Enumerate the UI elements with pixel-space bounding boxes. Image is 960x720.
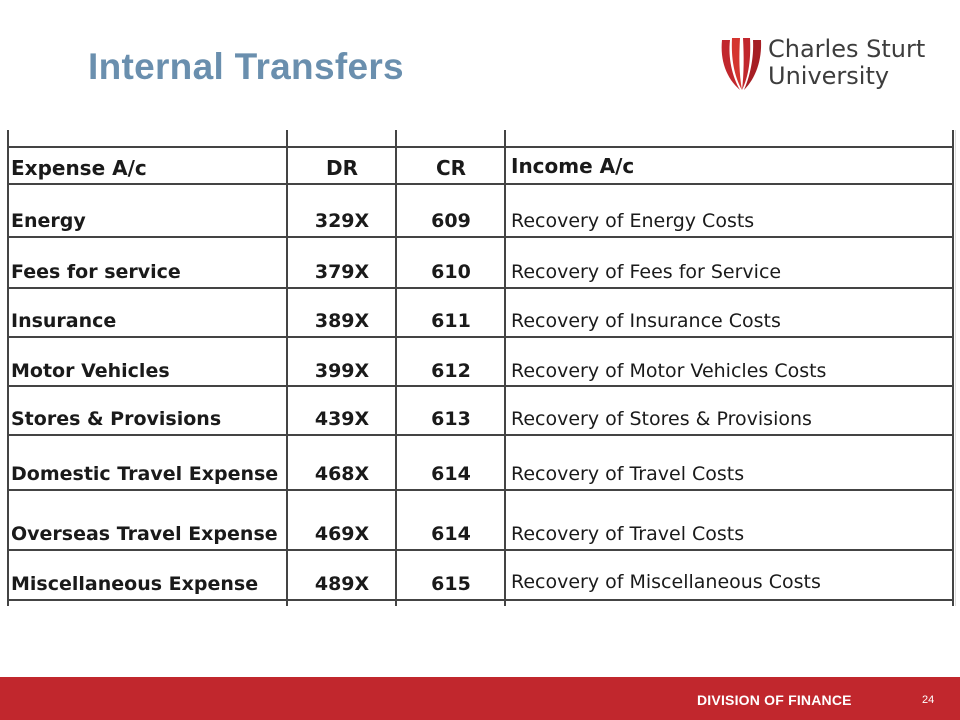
slide-title: Internal Transfers [88, 46, 404, 87]
expense-account-cell: Insurance [11, 310, 117, 332]
debit-code-cell: 439X [314, 408, 370, 430]
income-account-cell: Recovery of Energy Costs [511, 210, 755, 232]
expense-account-cell: Overseas Travel Expense [11, 523, 278, 545]
credit-code-cell: 615 [431, 573, 471, 595]
credit-code-cell: 613 [431, 408, 471, 430]
header-expense-account: Expense A/c [11, 156, 147, 180]
credit-code-cell: 609 [431, 210, 471, 232]
debit-code-cell: 379X [314, 261, 370, 283]
expense-account-cell: Miscellaneous Expense [11, 573, 259, 595]
credit-code-cell: 614 [431, 523, 471, 545]
credit-code-cell: 614 [431, 463, 471, 485]
debit-code-cell: 469X [314, 523, 370, 545]
logo-line-1: Charles Sturt [768, 35, 926, 63]
csu-emblem-icon [718, 34, 764, 92]
income-account-cell: Recovery of Travel Costs [511, 463, 745, 485]
header-debit: DR [325, 156, 358, 180]
credit-code-cell: 612 [431, 360, 471, 382]
income-account-cell: Recovery of Motor Vehicles Costs [511, 360, 827, 382]
debit-code-cell: 329X [314, 210, 370, 232]
debit-code-cell: 489X [314, 573, 370, 595]
debit-code-cell: 399X [314, 360, 370, 382]
debit-code-cell: 468X [314, 463, 370, 485]
page-number: 24 [922, 694, 935, 706]
debit-code-cell: 389X [314, 310, 370, 332]
expense-account-cell: Fees for service [11, 261, 181, 283]
account-mapping-table [0, 130, 960, 608]
credit-code-cell: 610 [431, 261, 471, 283]
logo-line-2: University [768, 62, 890, 90]
credit-code-cell: 611 [431, 310, 471, 332]
income-account-cell: Recovery of Miscellaneous Costs [511, 571, 821, 593]
income-account-cell: Recovery of Stores & Provisions [511, 408, 812, 430]
expense-account-cell: Energy [11, 210, 86, 232]
header-credit: CR [435, 156, 467, 180]
footer-division-label: DIVISION OF FINANCE [697, 692, 852, 708]
expense-account-cell: Stores & Provisions [11, 408, 222, 430]
income-account-cell: Recovery of Fees for Service [511, 261, 782, 283]
income-account-cell: Recovery of Travel Costs [511, 523, 745, 545]
expense-account-cell: Domestic Travel Expense [11, 463, 279, 485]
expense-account-cell: Motor Vehicles [11, 360, 170, 382]
header-income-account: Income A/c [511, 154, 635, 178]
income-account-cell: Recovery of Insurance Costs [511, 310, 781, 332]
university-logo [718, 34, 938, 94]
